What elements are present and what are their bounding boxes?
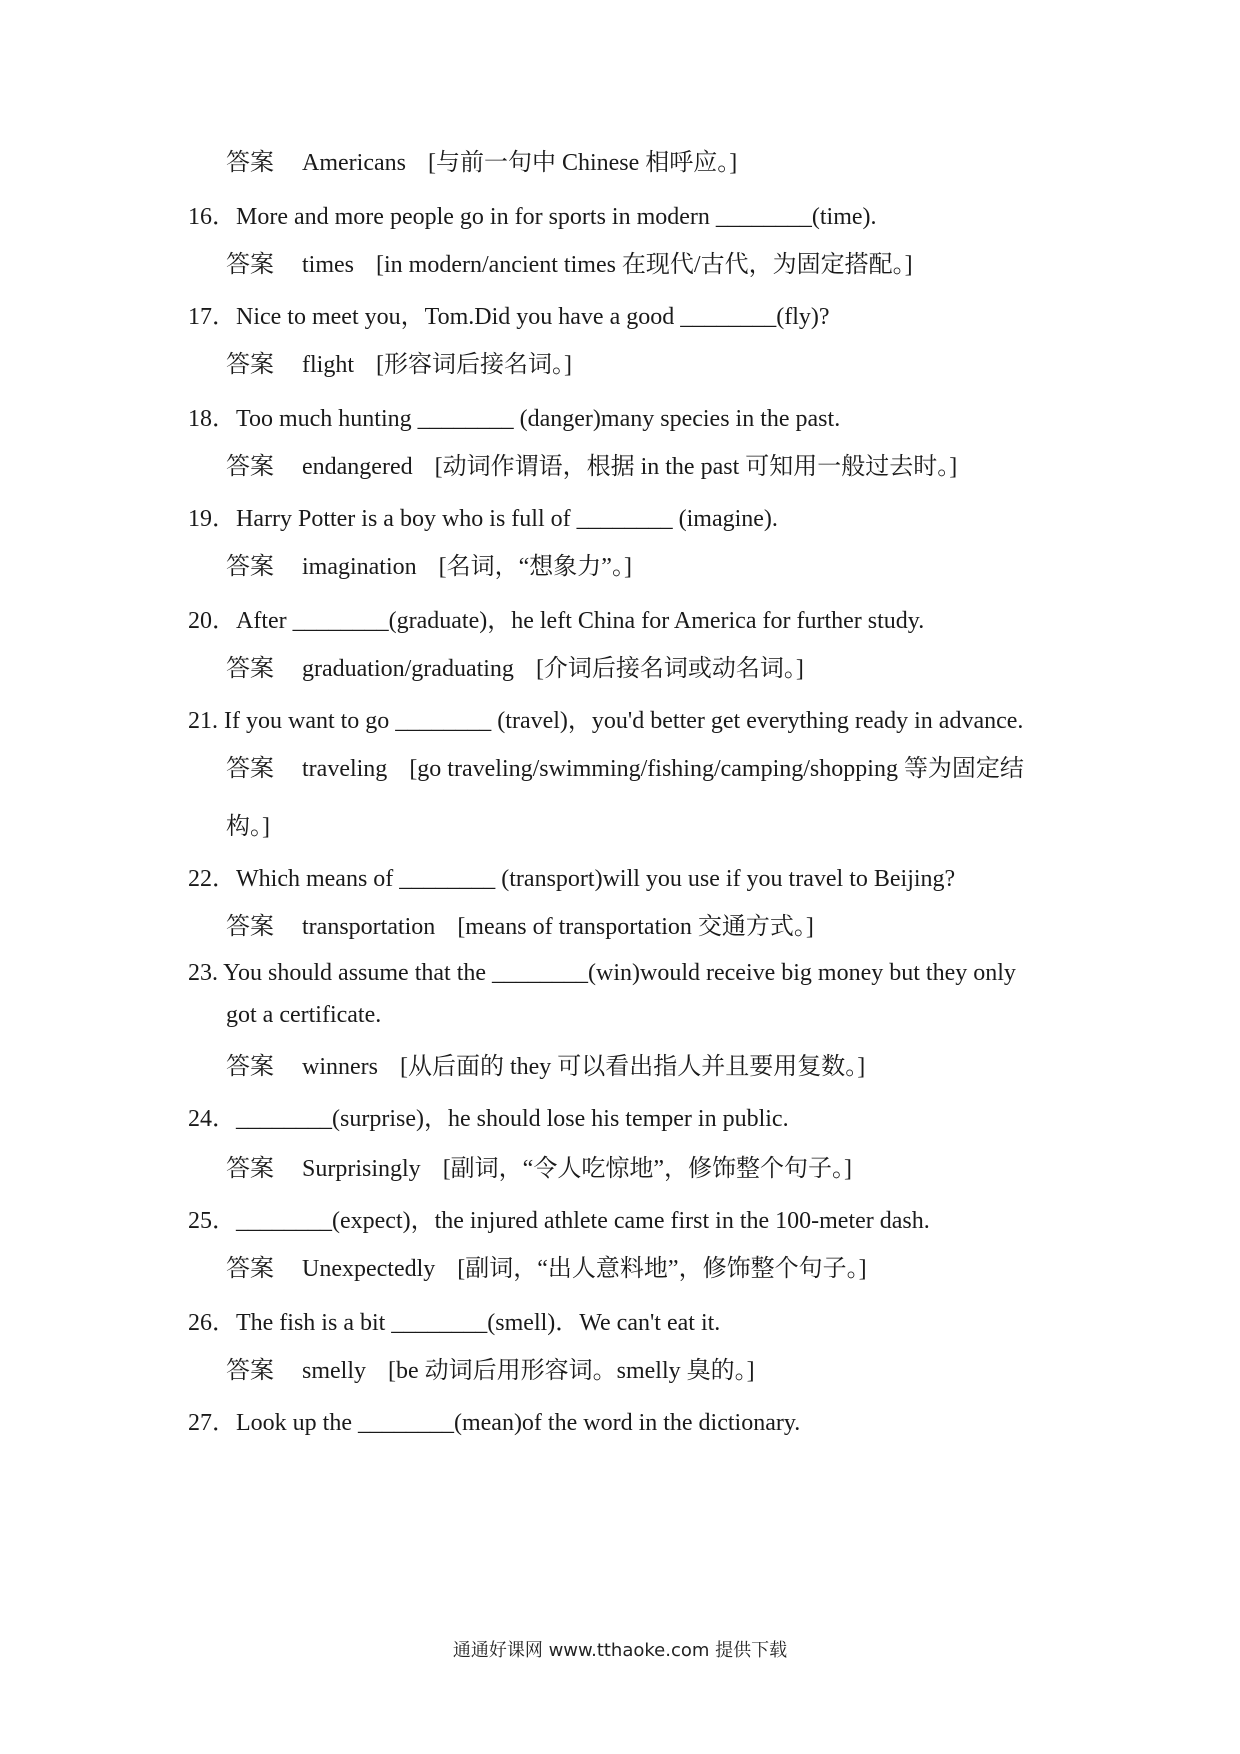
answer-label: 答案 [226, 352, 274, 378]
answer-line [226, 1046, 865, 1081]
answer-label: 答案 [226, 1156, 274, 1182]
answer-note: [in modern/ancient times 在现代/古代，为固定搭配。] [376, 252, 913, 278]
question-21: 21. If you want to go ________ (travel)，you'd better get everything ready in advance. [188, 708, 1024, 734]
answer-word: flight [302, 352, 354, 378]
answer-line [226, 648, 804, 683]
question-19: 19．Harry Potter is a boy who is full of ________ (imagine). [188, 506, 778, 532]
answer-line [226, 546, 632, 581]
answer-note: [means of transportation 交通方式。] [457, 914, 814, 940]
answer-line [226, 142, 737, 177]
answer-line [226, 1350, 755, 1385]
answer-word: imagination [302, 554, 417, 580]
answer-label: 答案 [226, 1256, 274, 1282]
question-22: 22．Which means of ________ (transport)will you use if you travel to Beijing? [188, 866, 956, 892]
answer-line [226, 446, 957, 481]
answer-label: 答案 [226, 756, 274, 782]
answer-label: 答案 [226, 1358, 274, 1384]
question-continuation: got a certificate. [226, 1002, 382, 1028]
answer-continuation: 构。] [226, 814, 270, 840]
question-24: 24．________(surprise)，he should lose his temper in public. [188, 1106, 789, 1132]
answer-label: 答案 [226, 1054, 274, 1080]
question-20: 20．After ________(graduate)，he left China for America for further study. [188, 608, 925, 634]
answer-line [226, 1248, 867, 1283]
answer-label: 答案 [226, 454, 274, 480]
answer-word: traveling [302, 756, 388, 782]
answer-note: [be 动词后用形容词。smelly 臭的。] [388, 1358, 755, 1384]
answer-word: Americans [302, 150, 406, 176]
answer-word: Unexpectedly [302, 1256, 436, 1282]
answer-note: [介词后接名词或动名词。] [535, 656, 804, 682]
question-23: 23. You should assume that the ________(win)would receive big money but they only [188, 960, 1016, 986]
answer-note: [go traveling/swimming/fishing/camping/shopping 等为固定结 [409, 756, 1024, 782]
question-16: 16．More and more people go in for sports in modern ________(time). [188, 204, 877, 230]
answer-line [226, 748, 1024, 783]
answer-label: 答案 [226, 914, 274, 940]
answer-note: [动词作谓语，根据 in the past 可知用一般过去时。] [434, 454, 958, 480]
answer-note: [名词，“想象力”。] [438, 554, 632, 580]
question-25: 25．________(expect)，the injured athlete came first in the 100-meter dash. [188, 1208, 930, 1234]
answer-word: smelly [302, 1358, 366, 1384]
answer-word: times [302, 252, 354, 278]
answer-label: 答案 [226, 656, 274, 682]
answer-word: winners [302, 1054, 378, 1080]
question-18: 18．Too much hunting ________ (danger)many species in the past. [188, 406, 841, 432]
answer-line [226, 344, 572, 379]
answer-note: [形容词后接名词。] [376, 352, 572, 378]
answer-note: [从后面的 they 可以看出指人并且要用复数。] [399, 1054, 866, 1080]
question-27: 27．Look up the ________(mean)of the word in the dictionary. [188, 1410, 801, 1436]
answer-label: 答案 [226, 252, 274, 278]
page-footer: 通通好课网 www.tthaoke.com 提供下载 [452, 1640, 788, 1661]
question-26: 26．The fish is a bit ________(smell)．We can't eat it. [188, 1310, 721, 1336]
answer-line [226, 1148, 852, 1183]
answer-line [226, 244, 913, 279]
answer-note: [与前一句中 Chinese 相呼应。] [427, 150, 738, 176]
answer-label: 答案 [226, 150, 274, 176]
answer-note: [副词，“令人吃惊地”，修饰整个句子。] [442, 1156, 852, 1182]
answer-label: 答案 [226, 554, 274, 580]
answer-word: endangered [302, 454, 413, 480]
answer-note: [副词，“出人意料地”，修饰整个句子。] [457, 1256, 867, 1282]
question-17: 17．Nice to meet you，Tom.Did you have a good ________(fly)? [188, 304, 830, 330]
answer-word: Surprisingly [302, 1156, 421, 1182]
answer-word: transportation [302, 914, 436, 940]
answer-word: graduation/graduating [302, 656, 514, 682]
answer-line [226, 906, 814, 941]
